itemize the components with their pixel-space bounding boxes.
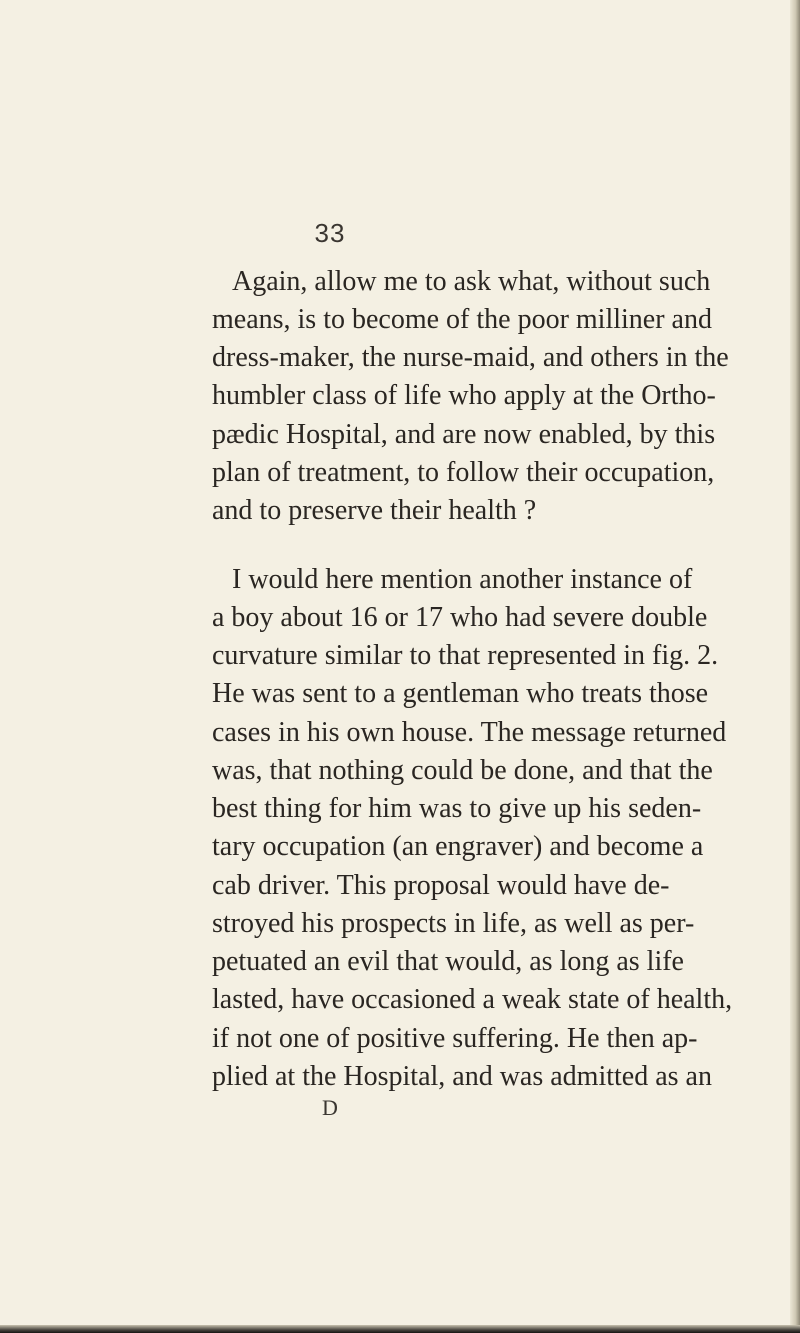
text-line: cases in his own house. The message returned [212,717,727,748]
text-line: stroyed his prospects in life, as well as per- [212,908,695,939]
text-line: plied at the Hospital, and was admitted as an [212,1061,712,1092]
text-line: best thing for him was to give up his seden- [212,793,702,824]
text-line: I would here mention another instance of [232,564,693,595]
text-line: lasted, have occasioned a weak state of health, [212,984,733,1015]
text-line: cab driver. This proposal would have de- [212,870,670,901]
text-line: means, is to become of the poor milliner and [212,304,712,335]
text-line: if not one of positive suffering. He then ap- [212,1023,698,1054]
text-line: He was sent to a gentleman who treats those [212,678,709,709]
page-number: 33 [314,218,346,248]
text-line: tary occupation (an engraver) and become a [212,831,704,862]
text-line: plan of treatment, to follow their occupation, [212,457,715,488]
text-line: was, that nothing could be done, and that the [212,755,713,786]
page-bottom-edge [0,1325,800,1333]
text-line: petuated an evil that would, as long as life [212,946,684,977]
text-line: pædic Hospital, and are now enabled, by this [212,419,716,450]
text-line: Again, allow me to ask what, without such [232,266,711,297]
signature-mark: D [322,1095,338,1120]
text-line: curvature similar to that represented in fig. 2. [212,640,719,671]
page-edge-shadow [790,0,800,1333]
text-line: humbler class of life who apply at the Ortho- [212,380,716,411]
text-line: dress-maker, the nurse-maid, and others in the [212,342,729,373]
text-line: a boy about 16 or 17 who had severe double [212,602,708,633]
text-line: and to preserve their health ? [212,495,537,526]
